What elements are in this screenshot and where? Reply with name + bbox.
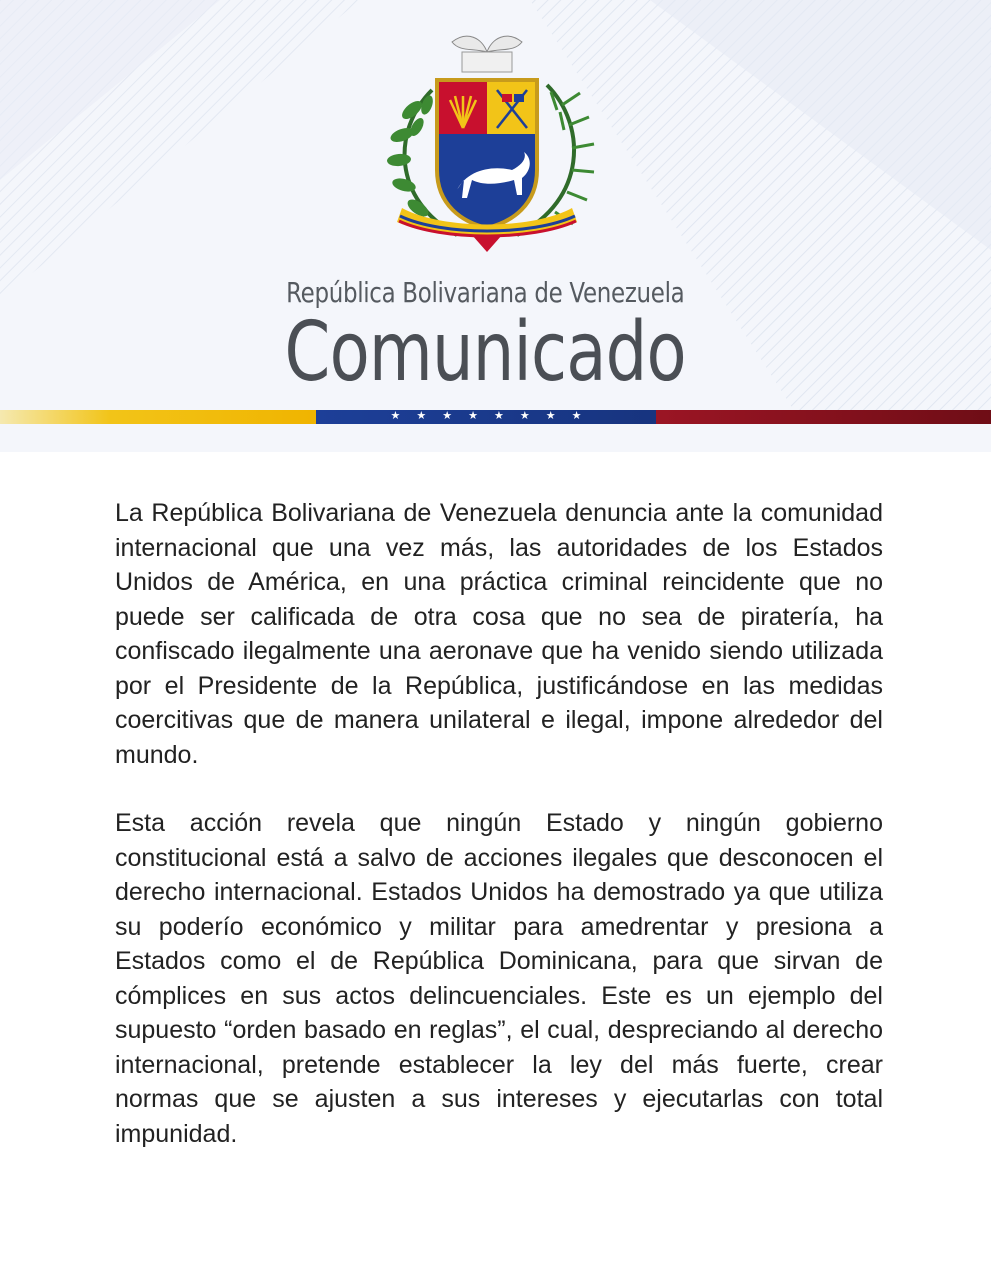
tricolor-stripe — [0, 410, 991, 424]
star-icon: ★ — [468, 410, 478, 422]
stripe-yellow — [0, 410, 316, 424]
star-icon: ★ — [545, 410, 556, 422]
star-icon: ★ — [571, 410, 582, 422]
header-title: Comunicado — [284, 305, 686, 400]
paragraph-2: Esta acción revela que ningún Estado y ningún gobierno constitucional está a salvo de acciones ilegales que desconocen el derecho internacional. Estados Unidos ha demostrado ya que utiliza su poderío económico y militar para amedrentar y presiona a Estados como el de República Dominicana, para que sirvan de cómplices en sus actos delincuenciales. Este es un ejemplo del supuesto “orden basado en reglas”, el cual, despreciando al derecho internacional, pretende establecer la ley del más fuerte, crear normas que se ajusten a sus intereses y ejecutarlas con total impunidad. — [115, 809, 883, 1148]
star-icon: ★ — [442, 410, 453, 422]
stars-row — [316, 408, 656, 424]
header-subtitle: República Bolivariana de Venezuela — [286, 276, 685, 309]
paragraph-1: La República Bolivariana de Venezuela denuncia ante la comunidad internacional que una vez más, las autoridades de los Estados Unidos de América, en una práctica criminal reincidente que no puede ser calificada de otra cosa que no sea de piratería, ha confiscado ilegalmente una aeronave que ha venido siendo utilizada por el Presidente de la República, justificándose en las medidas coercitivas que de manera unilateral e ilegal, impone alrededor del mundo. — [115, 499, 883, 769]
document-body — [115, 496, 883, 1185]
star-icon: ★ — [494, 410, 504, 422]
document-header — [0, 0, 991, 452]
star-icon: ★ — [416, 410, 427, 422]
star-icon: ★ — [519, 410, 530, 422]
stripe-red — [656, 410, 991, 424]
venezuela-coat-of-arms-icon — [372, 30, 602, 270]
star-icon: ★ — [390, 410, 401, 422]
